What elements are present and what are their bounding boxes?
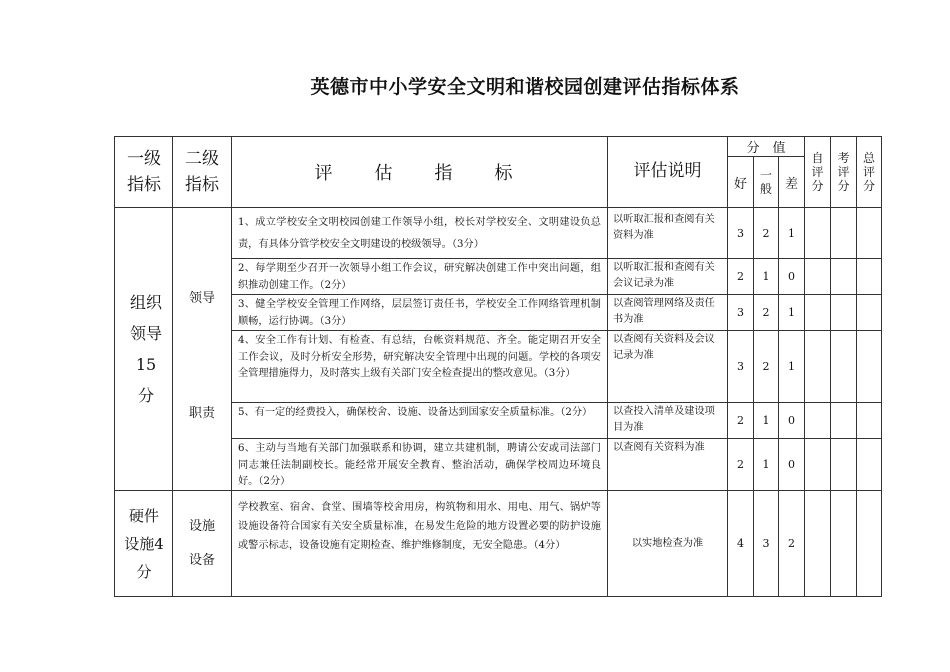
header-average: 一般 bbox=[759, 168, 772, 196]
score-poor-row-3: 1 bbox=[788, 306, 795, 319]
score-good-row-1: 3 bbox=[737, 226, 744, 240]
score-average-row-1: 2 bbox=[762, 226, 770, 240]
header-explanation: 评估说明 bbox=[633, 161, 702, 182]
explanation-row-4: 以查阅有关资料及会议记录为准 bbox=[613, 334, 715, 361]
section-level1-hardware: 硬件设施4分 bbox=[124, 506, 164, 581]
score-good-row-5: 2 bbox=[737, 414, 744, 427]
indicator-row-6: 6、主动与当地有关部门加强联系和协调，建立共建机制，聘请公安或司法部门同志兼任法制副校长。能经常开展安全教育、整治活动，确保学校周边环境良好。（2分） bbox=[238, 443, 601, 487]
header-level1: 一级指标 bbox=[127, 148, 161, 195]
score-average-row-3: 2 bbox=[762, 306, 770, 319]
section-level2-facilities: 设施设备 bbox=[188, 518, 215, 568]
header-self-score: 自评分 bbox=[811, 150, 824, 193]
score-average-row-5: 1 bbox=[762, 414, 770, 427]
score-average-row-2: 1 bbox=[762, 270, 770, 283]
score-poor-row-6: 0 bbox=[788, 458, 795, 471]
score-poor-row-7: 2 bbox=[788, 537, 795, 550]
score-good-row-2: 2 bbox=[737, 270, 744, 283]
score-poor-row-1: 1 bbox=[788, 226, 795, 240]
explanation-row-2: 以听取汇报和查阅有关会议记录为准 bbox=[613, 262, 715, 289]
score-average-row-6: 1 bbox=[762, 458, 770, 471]
section-level2-duty: 职责 bbox=[188, 405, 215, 421]
header-level2: 二级指标 bbox=[185, 148, 219, 195]
indicator-row-2: 2、每学期至少召开一次领导小组工作会议，研究解决创建工作中突出问题，组织推动创建工作。（2分） bbox=[238, 263, 601, 291]
explanation-row-6: 以查阅有关资料为准 bbox=[613, 442, 705, 453]
score-good-row-3: 3 bbox=[737, 306, 744, 319]
header-good: 好 bbox=[733, 176, 747, 192]
score-good-row-4: 3 bbox=[737, 360, 744, 373]
indicator-row-7: 学校教室、宿舍、食堂、围墙等校舍用房，构筑物和用水、用电、用气、锅炉等设施设备符合国家有关安全质量标准，在易发生危险的地方设置必要的防护设施或警示标志，设备设施有定期检查、维护维修制度，无安全隐患。（4分） bbox=[238, 502, 601, 551]
score-average-row-7: 3 bbox=[762, 537, 770, 550]
header-exam-score: 考评分 bbox=[837, 150, 850, 193]
section-level2-lead: 领导 bbox=[188, 290, 215, 306]
section-level1-org: 组织领导15分 bbox=[129, 293, 162, 405]
score-good-row-7: 4 bbox=[737, 537, 744, 550]
score-average-row-4: 2 bbox=[762, 360, 770, 373]
indicator-row-3: 3、健全学校安全管理工作网络，层层签订责任书，学校安全工作网络管理机制顺畅，运行协调。（3分） bbox=[238, 299, 601, 327]
evaluation-table bbox=[114, 136, 882, 596]
explanation-row-1: 以听取汇报和查阅有关资料为准 bbox=[613, 214, 715, 241]
header-score-group: 分 值 bbox=[746, 140, 786, 156]
score-poor-row-4: 1 bbox=[788, 360, 795, 373]
score-good-row-6: 2 bbox=[737, 458, 744, 471]
score-poor-row-5: 0 bbox=[788, 414, 795, 427]
explanation-row-7: 以实地检查为准 bbox=[631, 538, 704, 549]
indicator-row-5: 5、有一定的经费投入，确保校舍、设施、设备达到国家安全质量标准。（2分） bbox=[238, 407, 593, 418]
score-poor-row-2: 0 bbox=[788, 270, 795, 283]
explanation-row-5: 以查投入清单及建设项目为准 bbox=[613, 406, 715, 433]
indicator-row-1: 1、成立学校安全文明校园创建工作领导小组，校长对学校安全、文明建设负总责，有具体分管学校安全文明建设的校级领导。（3分） bbox=[238, 217, 601, 250]
header-total-score: 总评分 bbox=[862, 150, 875, 193]
explanation-row-3: 以查阅管理网络及责任书为准 bbox=[613, 298, 715, 325]
document-title: 英德市中小学安全文明和谐校园创建评估指标体系 bbox=[310, 76, 740, 98]
header-indicator: 评 估 指 标 bbox=[314, 162, 525, 184]
indicator-row-4: 4、安全工作有计划、有检查、有总结，台帐资料规范、齐全。能定期召开安全工作会议，及时分析安全形势，研究解决安全管理中出现的问题。学校的各项安全管理措施得力，及时落实上级有关部门安全检查提出的整改意见。（3分） bbox=[238, 335, 601, 379]
header-poor: 差 bbox=[784, 176, 798, 192]
